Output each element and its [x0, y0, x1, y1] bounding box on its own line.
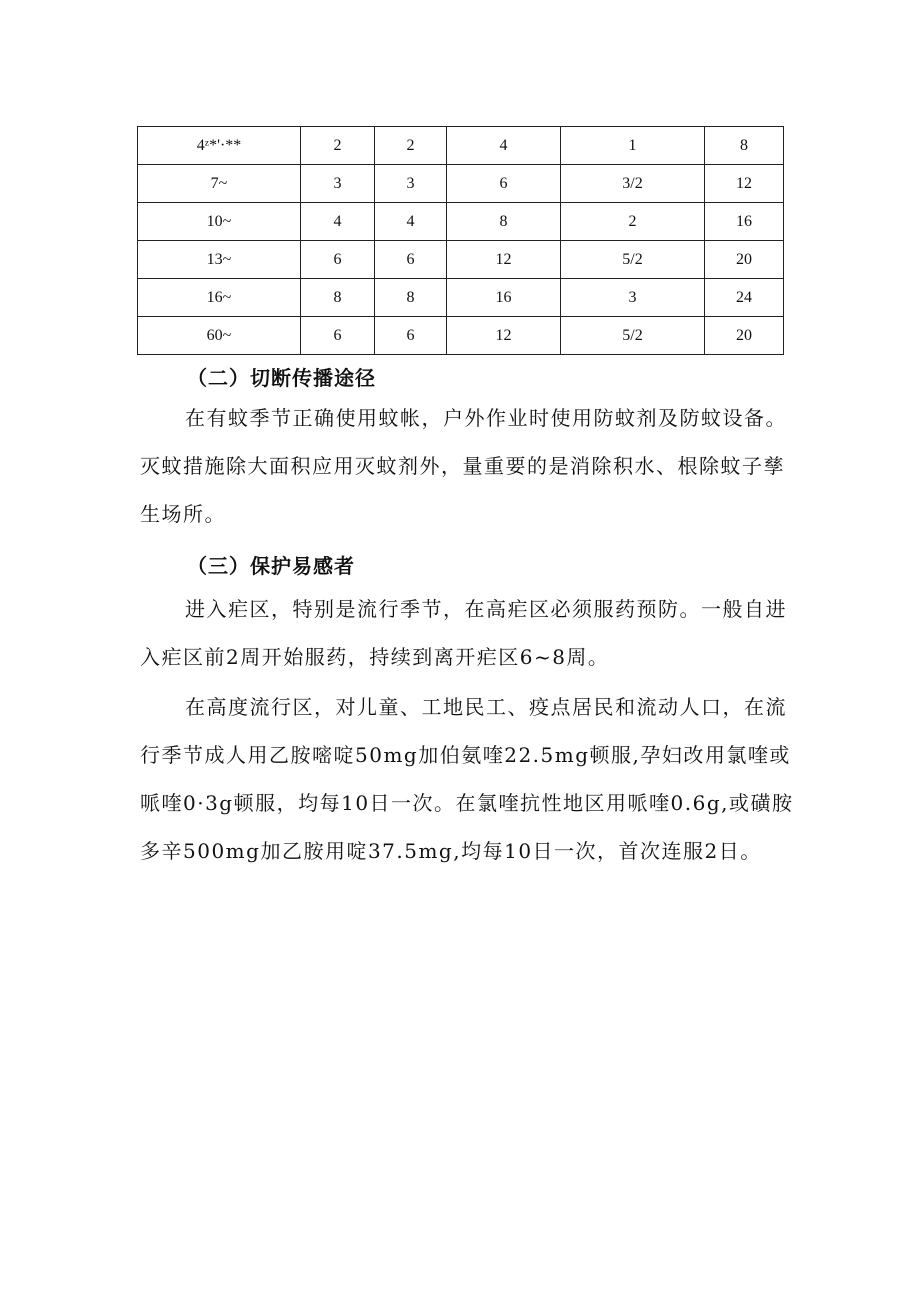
table-cell: 16: [705, 203, 784, 241]
table-cell: 5/2: [561, 241, 705, 279]
table-cell-age: 13~: [138, 241, 301, 279]
table-cell: 20: [705, 241, 784, 279]
table-cell: 4: [447, 127, 561, 165]
table-cell: 6: [375, 241, 447, 279]
table-row: [138, 317, 784, 355]
table-cell: 1: [561, 127, 705, 165]
table-row: [138, 165, 784, 203]
table-row: [138, 241, 784, 279]
table-cell: 3: [561, 279, 705, 317]
table-cell: 4: [301, 203, 375, 241]
table-cell: 2: [375, 127, 447, 165]
table-cell: 8: [447, 203, 561, 241]
table-cell: 3: [301, 165, 375, 203]
table-row: [138, 279, 784, 317]
table-cell: 6: [301, 317, 375, 355]
table-cell: 5/2: [561, 317, 705, 355]
table-cell: 24: [705, 279, 784, 317]
table-cell-age: 60~: [138, 317, 301, 355]
table-cell: 12: [447, 317, 561, 355]
table-cell: 3: [375, 165, 447, 203]
table-cell: 6: [375, 317, 447, 355]
section-heading-cut-transmission: （二）切断传播途径: [187, 366, 376, 390]
table-cell: 12: [447, 241, 561, 279]
table-cell: 4: [375, 203, 447, 241]
paragraph-mosquito-control: 在有蚊季节正确使用蚊帐，户外作业时使用防蚊剂及防蚊设备。灭蚊措施除大面积应用灭蚊剂外，量重要的是消除积水、根除蚊子孳生场所。: [140, 406, 787, 526]
table-cell: 2: [561, 203, 705, 241]
paragraph-drug-regimen: 在高度流行区，对儿童、工地民工、疫点居民和流动人口，在流行季节成人用乙胺嘧啶50mg加伯氨喹22.5mg顿服,孕妇改用氯喹或哌喹0·3g顿服，均每10日一次。在氯喹抗性地区用哌喹0.6g,或磺胺多辛500mg加乙胺用啶37.5mg,均每10日一次，首次连服2日。: [140, 695, 794, 863]
table-row: [138, 127, 784, 165]
table-row: [138, 203, 784, 241]
table-cell: 2: [301, 127, 375, 165]
paragraph-prophylaxis: 进入疟区，特别是流行季节，在高疟区必须服药预防。一般自进入疟区前2周开始服药，持续到离开疟区6~8周。: [140, 597, 787, 669]
table-cell: 6: [447, 165, 561, 203]
table-cell: 8: [301, 279, 375, 317]
table-cell-age: 10~: [138, 203, 301, 241]
table-cell: 3/2: [561, 165, 705, 203]
section-heading-protect-susceptible: （三）保护易感者: [187, 554, 355, 578]
table-cell: 20: [705, 317, 784, 355]
table-cell: 16: [447, 279, 561, 317]
table-cell: 8: [375, 279, 447, 317]
dosage-table: [137, 126, 784, 355]
table-cell: 8: [705, 127, 784, 165]
table-cell-age: 16~: [138, 279, 301, 317]
table-cell-age: 4ᶻ*'·**: [138, 127, 301, 165]
table-cell-age: 7~: [138, 165, 301, 203]
table-cell: 6: [301, 241, 375, 279]
table-cell: 12: [705, 165, 784, 203]
